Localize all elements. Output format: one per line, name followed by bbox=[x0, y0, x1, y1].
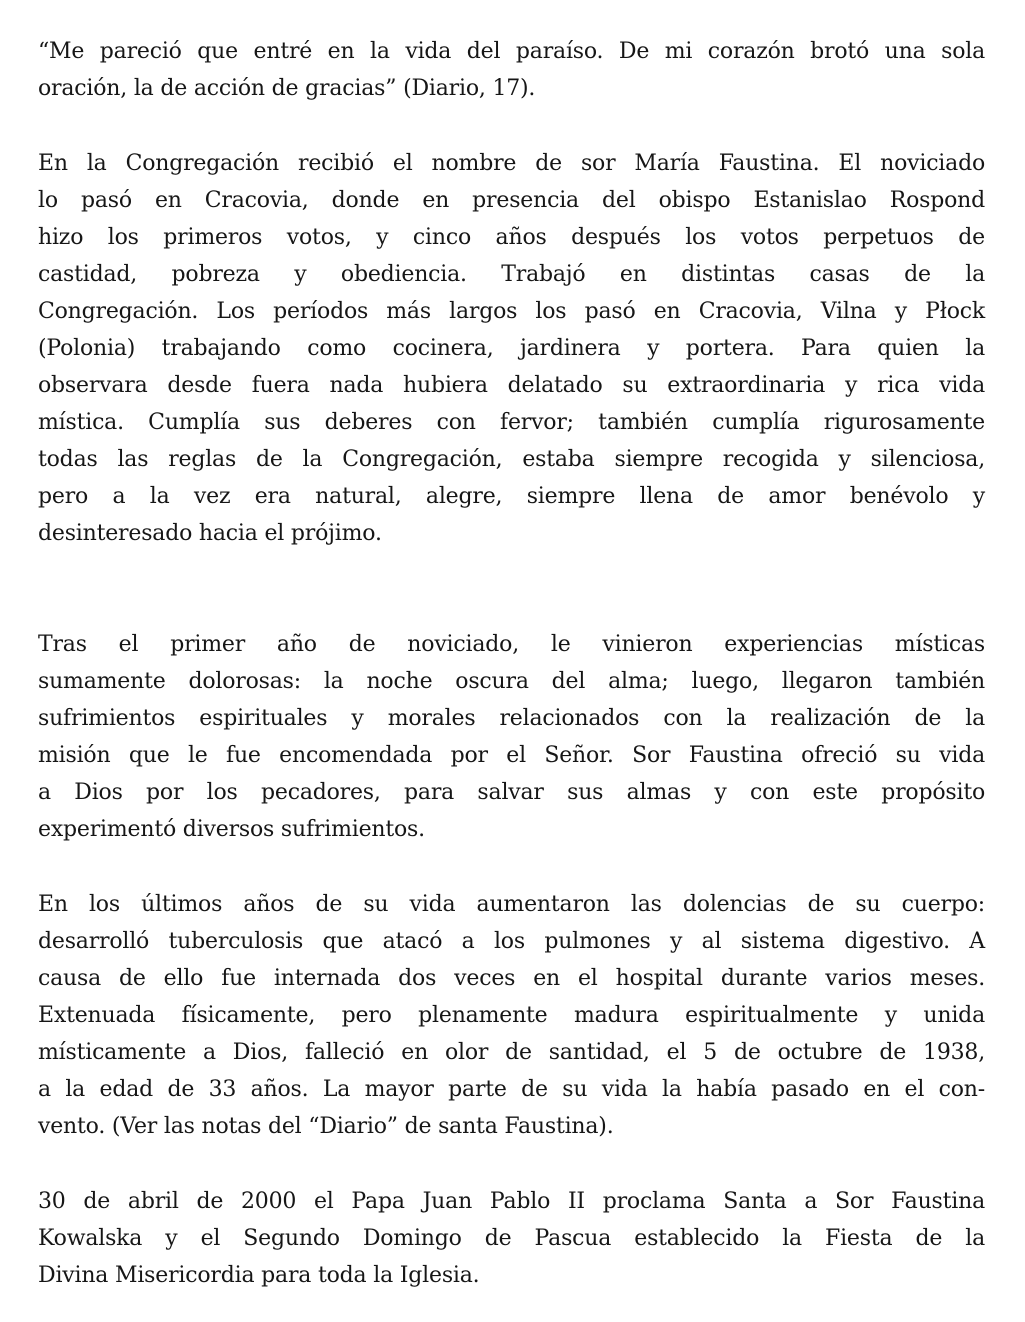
text-line: misión que le fue encomendada por el Señor. Sor Faustina ofreció su vida bbox=[38, 743, 985, 768]
text-line: (Polonia) trabajando como cocinera, jardinera y portera. Para quien la bbox=[38, 336, 985, 361]
text-line: 30 de abril de 2000 el Papa Juan Pablo II proclama Santa a Sor Faustina bbox=[38, 1189, 985, 1214]
text-line: Kowalska y el Segundo Domingo de Pascua establecido la Fiesta de la bbox=[38, 1226, 985, 1251]
text-line: a la edad de 33 años. La mayor parte de su vida la había pasado en el con- bbox=[38, 1077, 985, 1102]
text-line: Divina Misericordia para toda la Iglesia. bbox=[38, 1263, 480, 1288]
text-line: Congregación. Los períodos más largos los pasó en Cracovia, Vilna y Płock bbox=[38, 299, 985, 324]
text-line: castidad, pobreza y obediencia. Trabajó en distintas casas de la bbox=[38, 262, 985, 287]
text-line: Extenuada físicamente, pero plenamente madura espiritualmente y unida bbox=[38, 1003, 985, 1028]
paragraph bbox=[38, 626, 985, 848]
text-line: observara desde fuera nada hubiera delatado su extraordinaria y rica vida bbox=[38, 373, 985, 398]
paragraph bbox=[38, 1183, 985, 1294]
text-line: pero a la vez era natural, alegre, siempre llena de amor benévolo y bbox=[38, 484, 985, 509]
text-line: Tras el primer año de noviciado, le vinieron experiencias místicas bbox=[38, 632, 985, 657]
text-line: experimentó diversos sufrimientos. bbox=[38, 817, 425, 842]
text-line: místicamente a Dios, falleció en olor de santidad, el 5 de octubre de 1938, bbox=[38, 1040, 985, 1065]
text-line: En los últimos años de su vida aumentaron las dolencias de su cuerpo: bbox=[38, 892, 985, 917]
paragraph bbox=[38, 145, 985, 552]
text-line: causa de ello fue internada dos veces en el hospital durante varios meses. bbox=[38, 966, 985, 991]
text-line: hizo los primeros votos, y cinco años después los votos perpetuos de bbox=[38, 225, 985, 250]
text-line: lo pasó en Cracovia, donde en presencia del obispo Estanislao Rospond bbox=[38, 188, 985, 213]
text-line: En la Congregación recibió el nombre de sor María Faustina. El noviciado bbox=[38, 151, 985, 176]
text-line: sufrimientos espirituales y morales relacionados con la realización de la bbox=[38, 706, 985, 731]
text-line: todas las reglas de la Congregación, estaba siempre recogida y silenciosa, bbox=[38, 447, 985, 472]
text-line: oración, la de acción de gracias” (Diario, 17). bbox=[38, 76, 536, 101]
text-line: “Me pareció que entré en la vida del paraíso. De mi corazón brotó una sola bbox=[38, 39, 985, 64]
text-line: mística. Cumplía sus deberes con fervor; también cumplía rigurosamente bbox=[38, 410, 985, 435]
text-line: a Dios por los pecadores, para salvar sus almas y con este propósito bbox=[38, 780, 985, 805]
text-line: sumamente dolorosas: la noche oscura del alma; luego, llegaron también bbox=[38, 669, 985, 694]
text-line: desarrolló tuberculosis que atacó a los pulmones y al sistema digestivo. A bbox=[38, 929, 985, 954]
text-line: desinteresado hacia el prójimo. bbox=[38, 521, 382, 546]
paragraph bbox=[38, 33, 985, 107]
paragraph bbox=[38, 886, 985, 1145]
text-line: vento. (Ver las notas del “Diario” de santa Faustina). bbox=[38, 1114, 614, 1139]
